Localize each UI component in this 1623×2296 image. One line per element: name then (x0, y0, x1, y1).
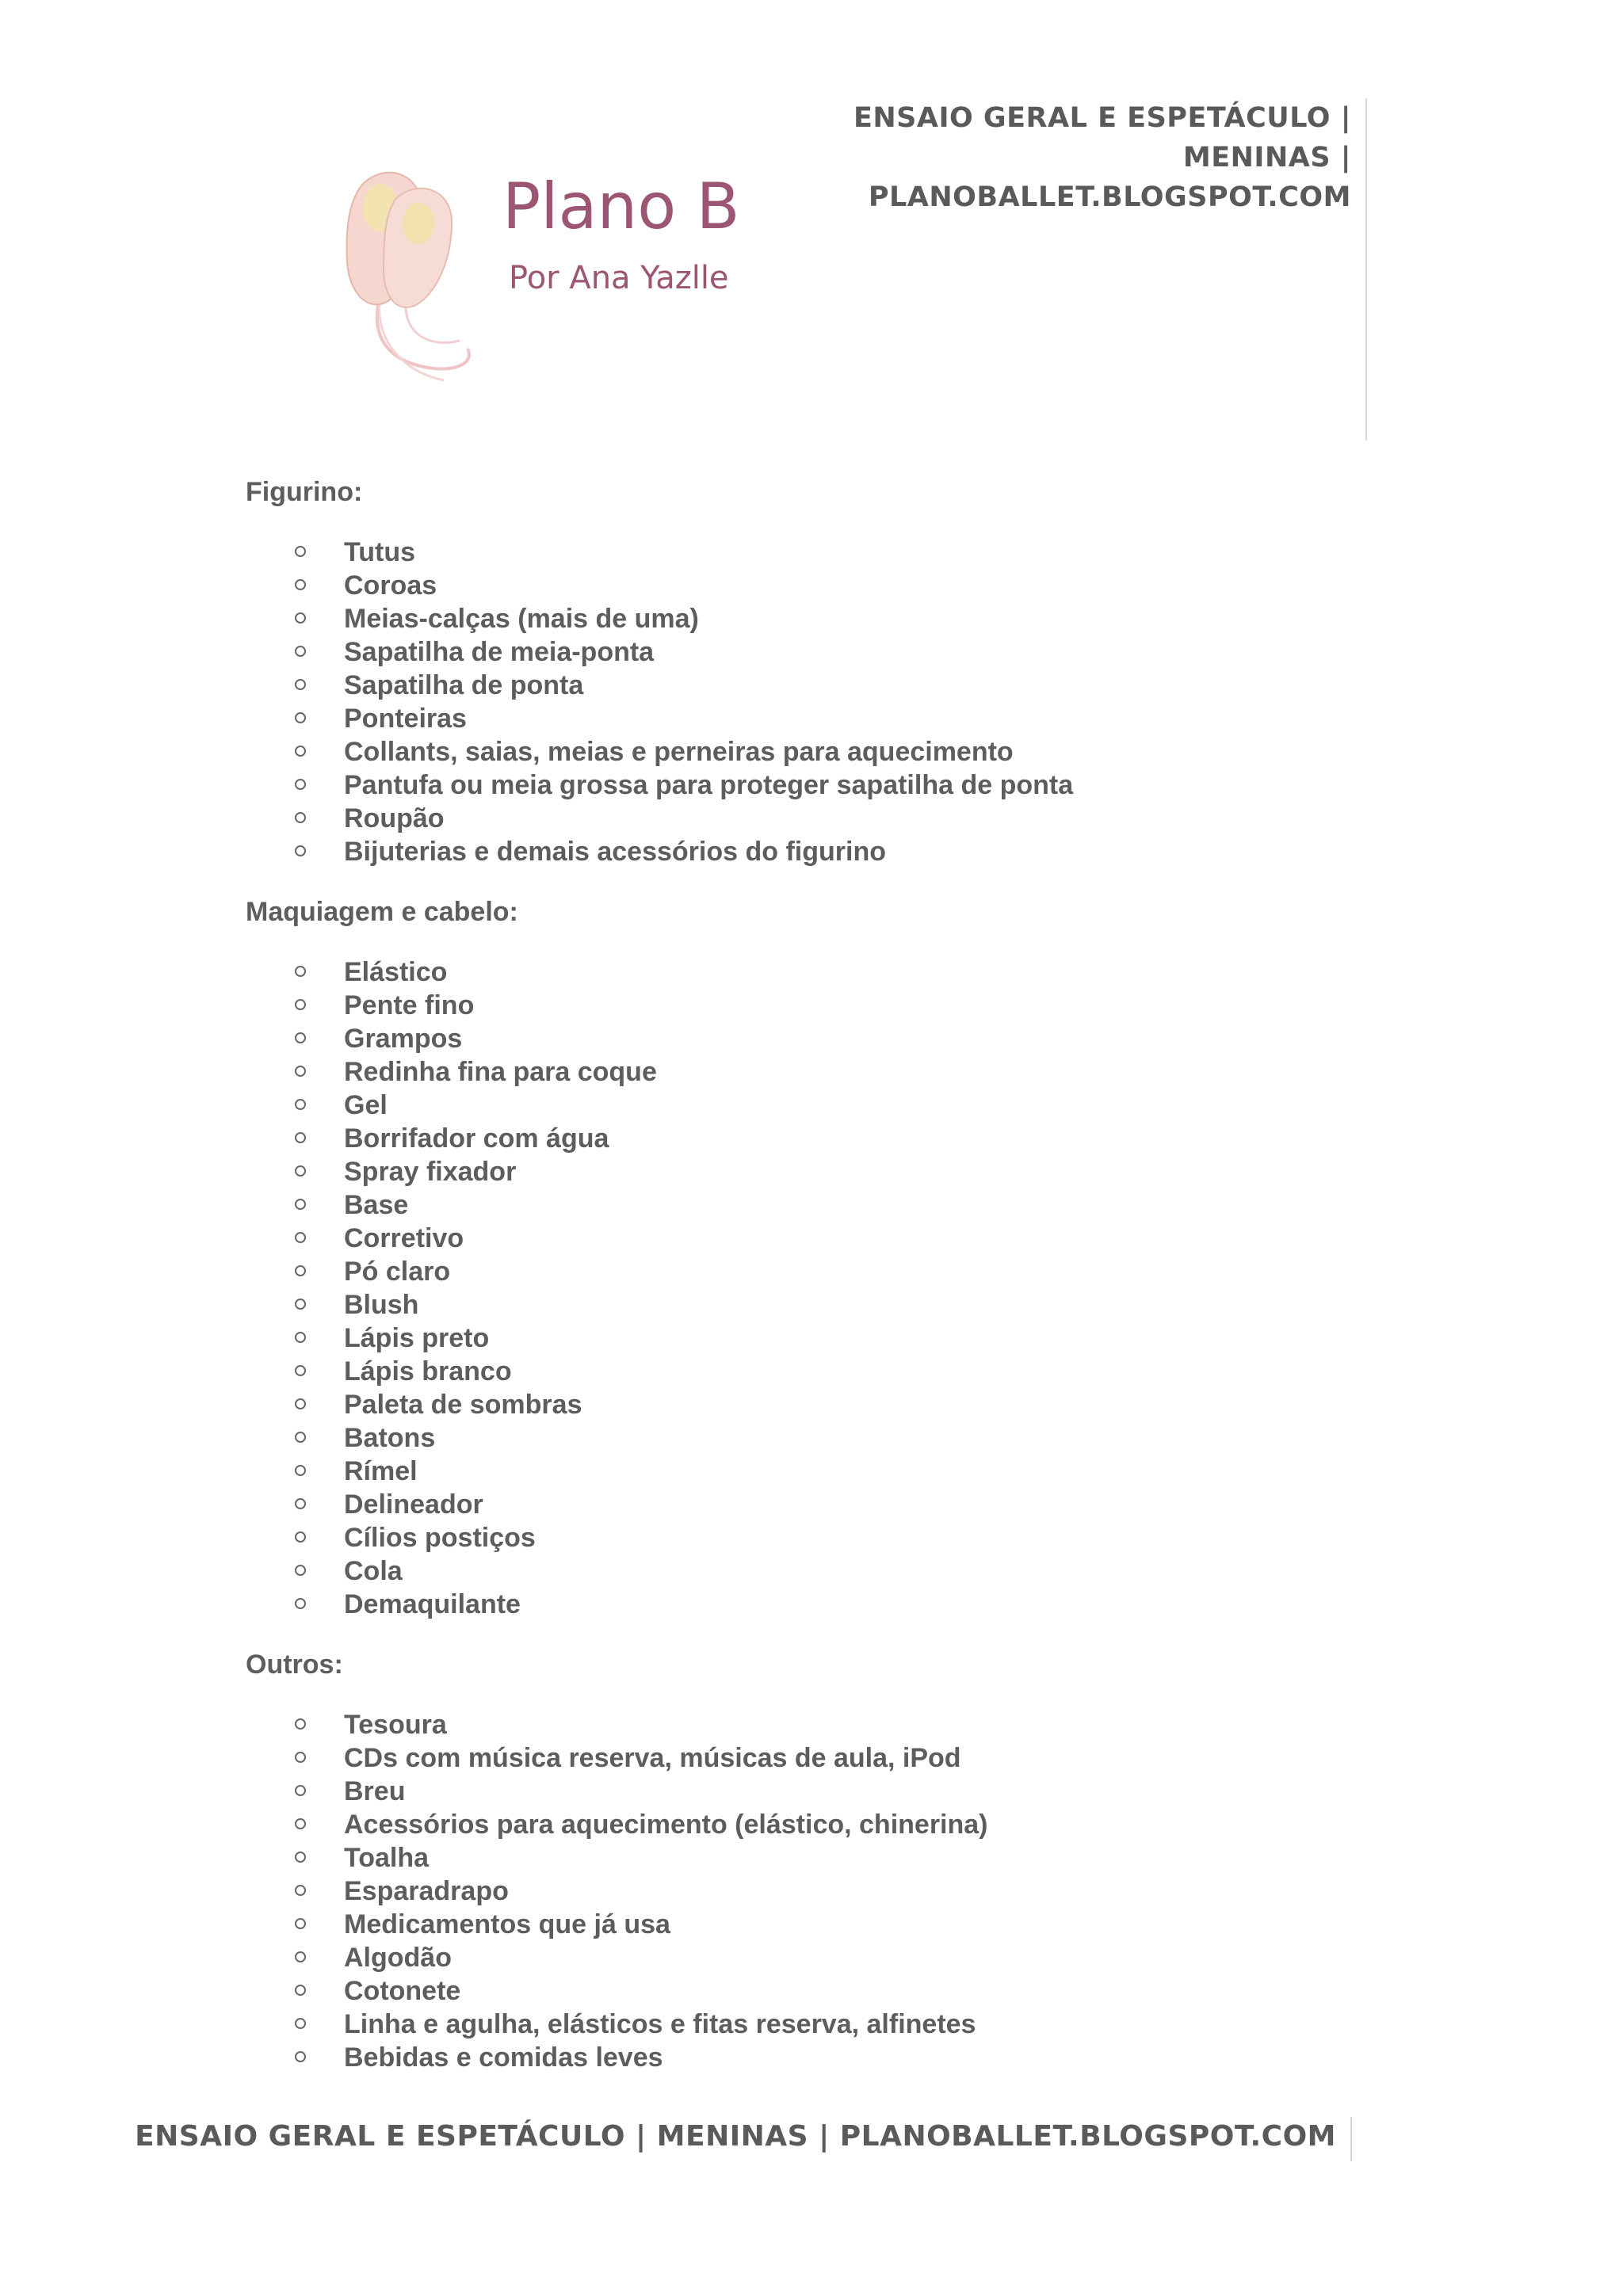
list-item: Sapatilha de meia-ponta (246, 635, 1355, 669)
bullet-icon (295, 1299, 306, 1310)
list-figurino (246, 536, 1355, 868)
list-item: Bijuterias e demais acessórios do figurino (246, 835, 1355, 868)
header-line: ENSAIO GERAL E ESPETÁCULO | (853, 102, 1351, 134)
list-item: Roupão (246, 802, 1355, 835)
bullet-icon (295, 812, 306, 823)
list-item: Linha e agulha, elásticos e fitas reserva, alfinetes (246, 2008, 1355, 2041)
bullet-icon (295, 1165, 306, 1177)
list-item: Coroas (246, 569, 1355, 602)
bullet-icon (295, 999, 306, 1010)
list-outros (246, 1708, 1355, 2074)
section-heading-outros: Outros: (246, 1650, 343, 1680)
bullet-icon (295, 1099, 306, 1110)
list-item: Pantufa ou meia grossa para proteger sapatilha de ponta (246, 769, 1355, 802)
bullet-icon (295, 1752, 306, 1763)
bullet-icon (295, 1718, 306, 1730)
list-item: Lápis preto (246, 1322, 1355, 1355)
bullet-icon (295, 1951, 306, 1962)
list-item: Cotonete (246, 1974, 1355, 2008)
list-item: Bebidas e comidas leves (246, 2041, 1355, 2074)
list-item: Borrifador com água (246, 1122, 1355, 1155)
bullet-icon (295, 1885, 306, 1896)
list-item: Esparadrapo (246, 1875, 1355, 1908)
bullet-icon (295, 845, 306, 856)
list-item: Paleta de sombras (246, 1388, 1355, 1421)
bullet-icon (295, 779, 306, 790)
bullet-icon (295, 546, 306, 557)
list-item: Blush (246, 1288, 1355, 1322)
list-item: Pente fino (246, 989, 1355, 1022)
bullet-icon (295, 1465, 306, 1476)
bullet-icon (295, 1598, 306, 1609)
bullet-icon (295, 2018, 306, 2029)
list-item: Spray fixador (246, 1155, 1355, 1188)
list-item: Lápis branco (246, 1355, 1355, 1388)
list-item: Collants, saias, meias e perneiras para aquecimento (246, 735, 1355, 769)
list-item: Sapatilha de ponta (246, 669, 1355, 702)
bullet-icon (295, 1032, 306, 1043)
header-line: MENINAS | (1182, 142, 1351, 174)
bullet-icon (295, 612, 306, 624)
bullet-icon (295, 1852, 306, 1863)
list-item: Algodão (246, 1941, 1355, 1974)
bullet-icon (295, 712, 306, 723)
list-item: Delineador (246, 1488, 1355, 1521)
bullet-icon (295, 1985, 306, 1996)
section-heading-maquiagem: Maquiagem e cabelo: (246, 897, 518, 927)
bullet-icon (295, 1531, 306, 1543)
bullet-icon (295, 1365, 306, 1376)
list-item: Pó claro (246, 1255, 1355, 1288)
bullet-icon (295, 1332, 306, 1343)
bullet-icon (295, 2051, 306, 2062)
ballet-slippers-icon (333, 158, 491, 388)
list-item: Grampos (246, 1022, 1355, 1055)
list-item: Tutus (246, 536, 1355, 569)
list-item: Cílios postiços (246, 1521, 1355, 1554)
bullet-icon (295, 1565, 306, 1576)
list-item: Cola (246, 1554, 1355, 1588)
bullet-icon (295, 1432, 306, 1443)
list-item: Demaquilante (246, 1588, 1355, 1621)
bullet-icon (295, 646, 306, 657)
list-item: Medicamentos que já usa (246, 1908, 1355, 1941)
logo (333, 158, 745, 388)
bullet-icon (295, 1232, 306, 1243)
list-item: Base (246, 1188, 1355, 1222)
bullet-icon (295, 1398, 306, 1409)
list-item: Gel (246, 1089, 1355, 1122)
list-item: Redinha fina para coque (246, 1055, 1355, 1089)
logo-title: Plano B (502, 170, 740, 243)
list-item: Meias-calças (mais de uma) (246, 602, 1355, 635)
list-item: Tesoura (246, 1708, 1355, 1741)
page-footer: ENSAIO GERAL E ESPETÁCULO | MENINAS | PLANOBALLET.BLOGSPOT.COM (135, 2120, 1336, 2153)
bullet-icon (295, 1265, 306, 1276)
bullet-icon (295, 1132, 306, 1143)
header-line: PLANOBALLET.BLOGSPOT.COM (868, 181, 1351, 213)
header-divider (1365, 98, 1367, 441)
bullet-icon (295, 1199, 306, 1210)
list-maquiagem (246, 955, 1355, 1621)
list-item: Breu (246, 1775, 1355, 1808)
list-item: Acessórios para aquecimento (elástico, chinerina) (246, 1808, 1355, 1841)
bullet-icon (295, 966, 306, 977)
section-heading-figurino: Figurino: (246, 477, 363, 507)
bullet-icon (295, 1785, 306, 1796)
list-item: Corretivo (246, 1222, 1355, 1255)
bullet-icon (295, 579, 306, 590)
list-item: CDs com música reserva, músicas de aula, iPod (246, 1741, 1355, 1775)
bullet-icon (295, 679, 306, 690)
list-item: Ponteiras (246, 702, 1355, 735)
bullet-icon (295, 746, 306, 757)
bullet-icon (295, 1066, 306, 1077)
bullet-icon (295, 1818, 306, 1829)
checklist-content (246, 475, 1355, 2101)
list-item: Toalha (246, 1841, 1355, 1875)
bullet-icon (295, 1918, 306, 1929)
bullet-icon (295, 1498, 306, 1509)
list-item: Batons (246, 1421, 1355, 1455)
logo-subtitle: Por Ana Yazlle (509, 260, 729, 296)
list-item: Elástico (246, 955, 1355, 989)
list-item: Rímel (246, 1455, 1355, 1488)
footer-divider (1350, 2117, 1352, 2161)
page-header (854, 98, 1351, 217)
